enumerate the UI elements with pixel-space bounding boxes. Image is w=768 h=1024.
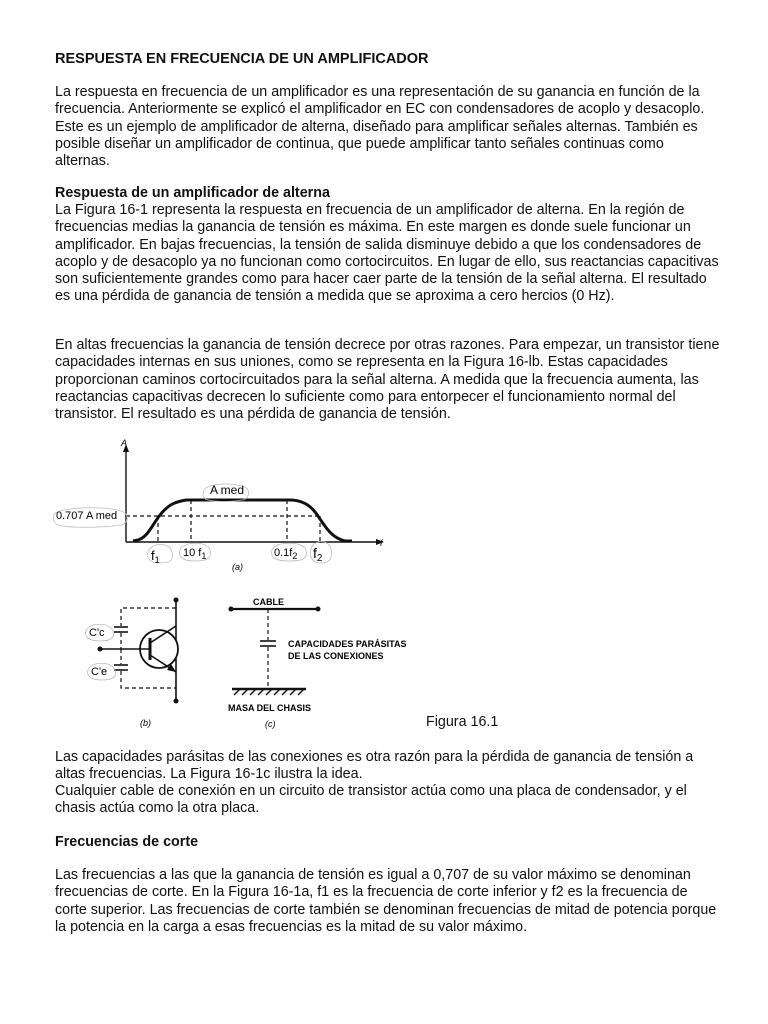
collector-terminal — [174, 598, 179, 603]
f1-tick — [151, 548, 160, 565]
wiring-panel-label: (c) — [265, 719, 276, 729]
cc-path-top — [121, 608, 176, 626]
response-curve — [133, 500, 352, 541]
page-title: RESPUESTA EN FRECUENCIA DE UN AMPLIFICADOR — [55, 51, 429, 67]
10f1-tick-sub: 1 — [201, 551, 207, 561]
ce-path-bottom — [121, 671, 176, 688]
heading-alterna: Respuesta de un amplificador de alterna — [55, 185, 330, 201]
stray-cap-label-2: DE LAS CONEXIONES — [288, 651, 384, 661]
paragraph-parasitas: Las capacidades parásitas de las conexiones es otra razón para la pérdida de ganancia de tensión a altas frecuencias. La Figura 16-1c ilustra la idea. — [55, 749, 694, 783]
base-terminal — [98, 647, 103, 652]
cable-terminal-right — [316, 607, 321, 612]
paragraph-altas: En altas frecuencias la ganancia de tensión decrece por otras razones. Para empezar, un transistor tiene capacidades internas en sus uniones, como se representa en la Figura 16-lb. Estas capacidades proporcionan caminos cortocircuitados para la señal alterna. A medida que la frecuencia aumenta, las reactancias capacitivas decrecen lo suficiente como para entorpecer el funcionamiento normal del transistor. El resultado es una pérdida de ganancia de tensión. — [55, 337, 720, 423]
cable-label: CABLE — [253, 597, 284, 607]
01f2-tick — [274, 547, 297, 561]
10f1-tick — [183, 547, 206, 561]
f1-tick-sub: 1 — [154, 555, 160, 565]
ce-label: C'e — [91, 666, 108, 678]
paragraph-intro: La respuesta en frecuencia de un amplificador es una representación de su ganancia en función de la frecuencia. Anteriormente se explicó el amplificador en EC con condensadores de acoplo y desacoplo. Este es un ejemplo de amplificador de alterna, diseñado para amplificar señales alternas. También es posible diseñar un amplificador de continua, que puede amplificar tanto señales continuas como alternas. — [55, 84, 705, 170]
figure-caption: Figura 16.1 — [426, 714, 499, 730]
x-axis-label: f — [380, 538, 383, 548]
10f1-tick-main: 10 f — [183, 547, 202, 559]
transistor-panel-label: (b) — [140, 718, 151, 728]
chassis-label: MASA DEL CHASIS — [228, 703, 312, 713]
transistor-diagram — [86, 598, 179, 729]
01f2-tick-sub: 2 — [292, 551, 298, 561]
y-axis-label: A — [121, 438, 128, 448]
heading-corte: Frecuencias de corte — [55, 834, 199, 850]
amed-label: A med — [210, 483, 245, 497]
figure-16-1 — [0, 430, 768, 730]
paragraph-corte: Las frecuencias a las que la ganancia de tensión es igual a 0,707 de su valor máximo se denominan frecuencias de corte. En la Figura 16-1a, f1 es la frecuencia de corte inferior y f2 es la frecuencia de corte superior. Las frecuencias de corte también se denominan frecuencias de mitad de potencia porque la potencia en la carga a esas frecuencias es la mitad de su valor máximo. — [55, 867, 717, 935]
cc-label: C'c — [89, 627, 105, 639]
stray-cap-label-1: CAPACIDADES PARÁSITAS — [288, 639, 407, 649]
paragraph-alterna: La Figura 16-1 representa la respuesta en frecuencia de un amplificador de alterna. En la región de frecuencias medias la ganancia de tensión es máxima. En este margen es donde suele funcionar un amplificador. En bajas frecuencias, la tensión de salida disminuye debido a que los condensadores de acoplo y de desacoplo ya no funcionan como cortocircuitos. En lugar de ello, sus reactancias capacitivas son suficientemente grandes como para hacer caer parte de la tensión de la señal alterna. El resultado es una pérdida de ganancia de tensión a medida que se aproxima a cero hercios (0 Hz). — [55, 202, 719, 305]
wiring-capacitance-diagram — [228, 597, 407, 729]
emitter-terminal — [174, 699, 179, 704]
graph-panel-label: (a) — [232, 562, 243, 572]
paragraph-cable: Cualquier cable de conexión en un circuito de transistor actúa como una placa de condensador, y el chasis actúa como la otra placa. — [55, 783, 687, 817]
cable-terminal-left — [229, 607, 234, 612]
f2-tick-sub: 2 — [316, 553, 323, 564]
f2-tick-main: f — [313, 545, 317, 561]
frequency-response-graph — [54, 438, 384, 572]
a707-label: 0.707 A med — [56, 510, 118, 522]
f1-tick-main: f — [151, 548, 155, 563]
01f2-tick-main: 0.1f — [274, 547, 293, 559]
